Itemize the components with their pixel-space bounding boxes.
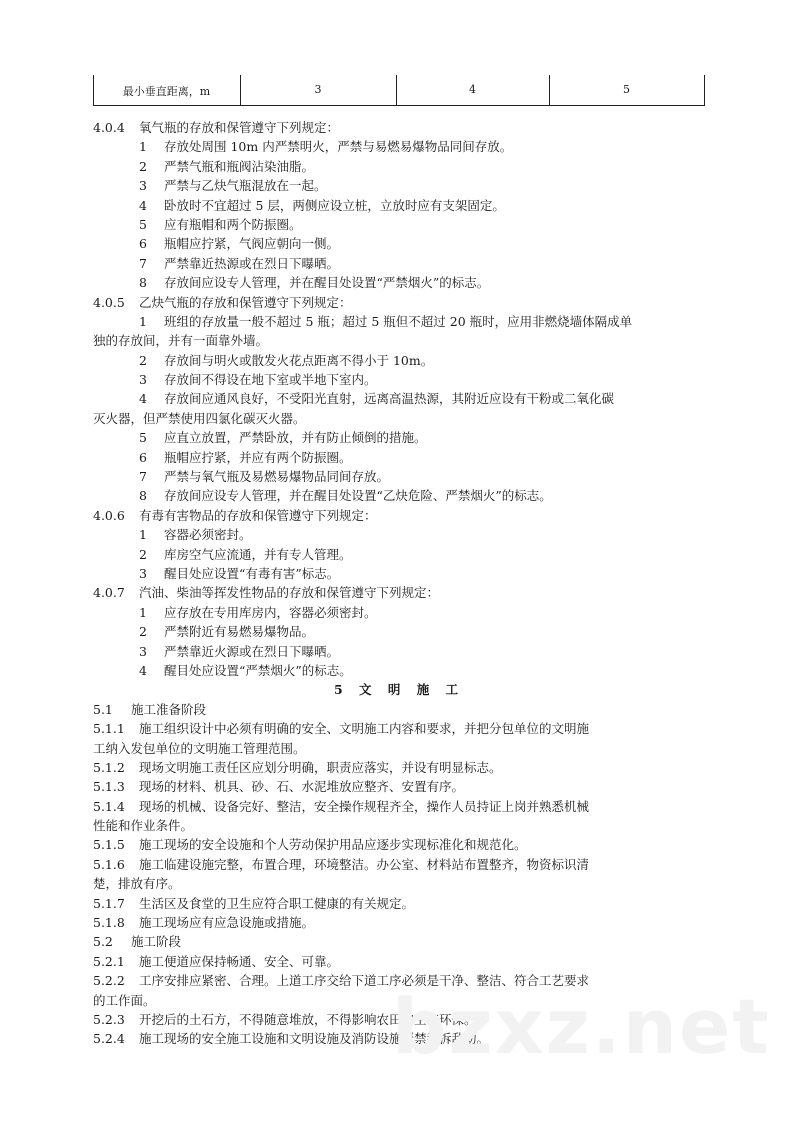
table-cell-value: 3: [314, 83, 322, 96]
clause-text: 工序安排应紧密、合理。上道工序交给下道工序必须是干净、整洁、符合工艺要求: [139, 973, 590, 989]
sub-item-text: 严禁靠近火源或在烈日下曝晒。: [164, 643, 340, 659]
clause-text: 现场文明施工责任区应划分明确，职责应落实，并设有明显标志。: [139, 759, 502, 775]
table-row-label: 最小垂直距离，m: [122, 85, 211, 98]
sub-item: [93, 661, 705, 680]
sub-item: [93, 273, 705, 292]
clause-text: 施工阶段: [131, 934, 182, 950]
sub-item: [93, 312, 705, 331]
clause-number: 5.2: [93, 934, 113, 950]
clause: [93, 719, 705, 738]
sub-item: [93, 564, 705, 583]
sub-item-text: 库房空气应流通，并有专人管理。: [164, 546, 352, 562]
sub-item-number: 7: [139, 255, 147, 271]
sub-item: [93, 603, 705, 622]
sub-item-text: 瓶帽应拧紧，并应有两个防振圈。: [164, 449, 352, 465]
sub-item-number: 1: [139, 527, 147, 543]
sub-item: [93, 545, 705, 564]
sub-item-number: 2: [139, 352, 147, 368]
sub-item: [93, 254, 705, 273]
continuation-line: 工纳入发包单位的文明施工管理范围。: [93, 740, 306, 756]
clause-number: 4.0.7: [93, 585, 125, 601]
sub-item: [93, 642, 705, 661]
sub-item: [93, 389, 705, 408]
clause-text: 施工现场的安全施工设施和文明设施及消防设施严禁乱拆乱动。: [139, 1031, 490, 1047]
clause: [93, 293, 705, 312]
sub-item-number: 3: [139, 565, 147, 581]
document-body: [93, 118, 705, 1049]
clause-number: 5.1.2: [93, 759, 125, 775]
sub-item: [93, 215, 705, 234]
sub-item-number: 4: [139, 662, 147, 678]
clause-text: 生活区及食堂的卫生应符合职工健康的有关规定。: [139, 895, 415, 911]
sub-item-number: 3: [139, 643, 147, 659]
sub-item-text: 醒目处应设置“有毒有害”标志。: [164, 565, 340, 581]
clause-text: 施工准备阶段: [131, 701, 207, 717]
clause-number: 5.2.4: [93, 1031, 125, 1047]
sub-item-text: 严禁气瓶和瓶阀沾染油脂。: [164, 158, 315, 174]
clause-number: 5.1.5: [93, 837, 125, 853]
table-cell-value: 4: [469, 83, 476, 96]
continuation-line: 灭火器，但严禁使用四氯化碳灭火器。: [93, 410, 306, 426]
sub-item-number: 2: [139, 624, 147, 640]
clause-number: 5.2.1: [93, 953, 125, 969]
sub-item-number: 5: [139, 430, 147, 446]
clause-text: 施工组织设计中必须有明确的安全、文明施工内容和要求，并把分包单位的文明施: [139, 721, 590, 737]
sub-item-number: 3: [139, 178, 147, 194]
sub-item-number: 6: [139, 449, 147, 465]
clause-text: 施工临建设施完整，布置合理，环境整洁。办公室、材料站布置整齐，物资标识清: [139, 856, 590, 872]
sub-item-text: 存放间不得设在地下室或半地下室内。: [164, 372, 377, 388]
clause-number: 5.1.6: [93, 856, 125, 872]
clause-number: 4.0.5: [93, 294, 125, 310]
sub-item: [93, 448, 705, 467]
sub-item: [93, 137, 705, 156]
sub-item-text: 严禁与氧气瓶及易燃易爆物品同间存放。: [164, 469, 390, 485]
clause: [93, 913, 705, 932]
watermark: bzxz.net: [392, 982, 771, 1071]
sub-item: [93, 176, 705, 195]
continuation-line: 独的存放间，并有一面靠外墙。: [93, 333, 269, 349]
clause: [93, 506, 705, 525]
clause-text: 施工便道应保持畅通、安全、可靠。: [139, 953, 340, 969]
clause: [93, 932, 705, 951]
clause-number: 4.0.6: [93, 507, 125, 523]
sub-item: [93, 486, 705, 505]
table-border-right: [704, 75, 705, 105]
sub-item: [93, 234, 705, 253]
sub-item-text: 存放处周围 10m 内严禁明火，严禁与易燃易爆物品同间存放。: [164, 139, 513, 155]
sub-item-number: 8: [139, 488, 147, 504]
sub-item-text: 应有瓶帽和两个防振圈。: [164, 216, 302, 232]
sub-item-text: 存放间应通风良好，不受阳光直射，远离高温热源，其附近应设有干粉或二氧化碳: [164, 391, 615, 407]
clause: [93, 777, 705, 796]
clause-number: 5.1.1: [93, 721, 125, 737]
sub-item-text: 班组的存放量一般不超过 5 瓶；超过 5 瓶但不超过 20 瓶时，应用非燃烧墙体隔成单: [164, 313, 633, 329]
continuation-line: 的工作面。: [93, 992, 156, 1008]
sub-item: [93, 351, 705, 370]
clause-number: 5.1.8: [93, 915, 125, 931]
clause: [93, 118, 705, 137]
sub-item-text: 严禁与乙炔气瓶混放在一起。: [164, 178, 327, 194]
sub-item-number: 7: [139, 469, 147, 485]
clause-text: 乙炔气瓶的存放和保管遵守下列规定：: [139, 294, 352, 310]
clause: [93, 855, 705, 874]
clause: [93, 835, 705, 854]
sub-item-number: 1: [139, 313, 147, 329]
sub-item: [93, 428, 705, 447]
sub-item-number: 2: [139, 158, 147, 174]
clause-text: 现场的材料、机具、砂、石、水泥堆放应整齐、安置有序。: [139, 779, 465, 795]
sub-item-number: 3: [139, 372, 147, 388]
clause-number: 5.1: [93, 701, 113, 717]
sub-item-number: 2: [139, 546, 147, 562]
clause-text: 汽油、柴油等挥发性物品的存放和保管遵守下列规定：: [139, 585, 440, 601]
sub-item-number: 6: [139, 236, 147, 252]
sub-item-text: 存放间与明火或散发火花点距离不得小于 10m。: [164, 352, 434, 368]
sub-item-number: 1: [139, 139, 147, 155]
sub-item: [93, 370, 705, 389]
clause: [93, 583, 705, 602]
clause-text: 现场的机械、设备完好、整洁，安全操作规程齐全，操作人员持证上岗并熟悉机械: [139, 798, 590, 814]
table-cell-value: 5: [623, 83, 630, 96]
sub-item: [93, 467, 705, 486]
clause: [93, 700, 705, 719]
continuation-line: 楚，排放有序。: [93, 876, 181, 892]
sub-item-text: 应直立放置，严禁卧放，并有防止倾倒的措施。: [164, 430, 427, 446]
clause: [93, 797, 705, 816]
clause: [93, 758, 705, 777]
sub-item-text: 应存放在专用库房内，容器必须密封。: [164, 604, 377, 620]
sub-item: [93, 157, 705, 176]
continuation-line: 性能和作业条件。: [93, 818, 194, 834]
sub-item-text: 容器必须密封。: [164, 527, 252, 543]
sub-item: [93, 622, 705, 641]
sub-item-text: 严禁附近有易燃易爆物品。: [164, 624, 315, 640]
sub-item-text: 存放间应设专人管理，并在醒目处设置“乙炔危险、严禁烟火”的标志。: [164, 488, 552, 504]
sub-item-number: 4: [139, 391, 147, 407]
spacing-table-row: [93, 75, 705, 106]
sub-item-text: 存放间应设专人管理，并在醒目处设置“严禁烟火”的标志。: [164, 275, 490, 291]
clause-number: 5.2.2: [93, 973, 125, 989]
sub-item-number: 8: [139, 275, 147, 291]
clause-number: 5.1.7: [93, 895, 125, 911]
clause-number: 5.2.3: [93, 1011, 125, 1027]
clause-number: 4.0.4: [93, 120, 125, 135]
sub-item-number: 4: [139, 197, 147, 213]
clause-text: 施工现场的安全设施和个人劳动保护用品应逐步实现标准化和规范化。: [139, 837, 527, 853]
sub-item-text: 瓶帽应拧紧，气阀应朝向一侧。: [164, 236, 340, 252]
clause-number: 5.1.3: [93, 779, 125, 795]
clause-text: 施工现场应有应急设施或措施。: [139, 915, 315, 931]
clause-text: 开挖后的土石方，不得随意堆放，不得影响农田和生态环保。: [139, 1011, 477, 1027]
sub-item: [93, 525, 705, 544]
sub-item-text: 醒目处应设置“严禁烟火”的标志。: [164, 662, 352, 678]
clause: [93, 894, 705, 913]
sub-item-text: 卧放时不宜超过 5 层，两侧应设立桩，立放时应有支架固定。: [164, 197, 505, 213]
clause: [93, 952, 705, 971]
sub-item: [93, 196, 705, 215]
clause-text: 有毒有害物品的存放和保管遵守下列规定：: [139, 507, 377, 523]
sub-item-number: 1: [139, 604, 147, 620]
section-title: 5 文 明 施 工: [333, 682, 465, 698]
clause-text: 氧气瓶的存放和保管遵守下列规定：: [139, 120, 340, 135]
clause-number: 5.1.4: [93, 798, 125, 814]
sub-item-number: 5: [139, 216, 147, 232]
sub-item-text: 严禁靠近热源或在烈日下曝晒。: [164, 255, 340, 271]
